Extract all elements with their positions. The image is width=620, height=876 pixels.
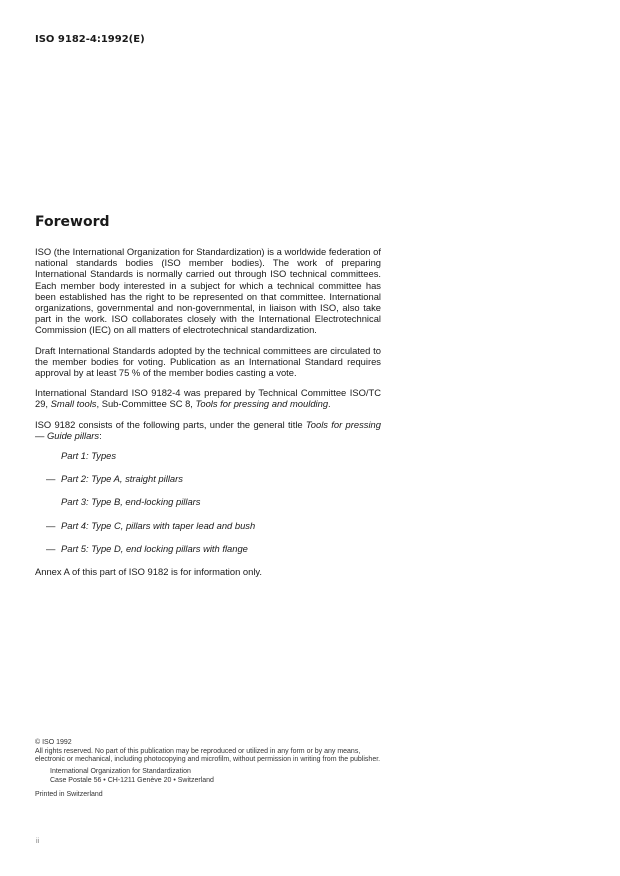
list-item bbox=[35, 473, 381, 484]
list-item bbox=[35, 543, 381, 554]
foreword-paragraph-3 bbox=[35, 387, 381, 409]
copyright-line: © ISO 1992 bbox=[35, 739, 72, 746]
list-item-text: Part 4: Type C, pillars with taper lead and bush bbox=[61, 519, 256, 531]
organization-name: International Organization for Standardization bbox=[50, 768, 191, 776]
para3-subcommittee-title: Tools for pressing and moulding bbox=[195, 398, 329, 410]
document-code: ISO 9182-4:1992(E) bbox=[35, 34, 145, 45]
para4-text-c: : bbox=[99, 429, 102, 441]
list-item-text: Part 2: Type A, straight pillars bbox=[61, 473, 183, 485]
foreword-body bbox=[35, 246, 381, 586]
parts-list bbox=[35, 450, 381, 554]
para3-text-a: International Standard ISO 9182-4 was prepared by Technical Committee ISO/TC 29, bbox=[35, 387, 381, 410]
page-number: ii bbox=[36, 838, 40, 845]
para4-general-title: Tools for pressing — Guide pillars bbox=[35, 418, 381, 441]
para3-text-c: , Sub-Committee SC 8, bbox=[96, 398, 196, 410]
foreword-paragraph-4 bbox=[35, 419, 381, 441]
list-item-text: Part 5: Type D, end locking pillars with flange bbox=[61, 542, 248, 554]
rights-statement: All rights reserved. No part of this publication may be reproduced or utilized in any form or by any means, electronic or mechanical, including photocopying and microfilm, without permission in writing from the publisher. bbox=[35, 747, 381, 764]
foreword-paragraph-1: ISO (the International Organization for Standardization) is a worldwide federation of national standards bodies (ISO member bodies). The work of preparing International Standards is normally carried out through ISO technical committees. Each member body interested in a subject for which a technical committee has been established has the right to be represented on that committee. International organizations, governmental and non-governmental, in liaison with ISO, also take part in the work. ISO collaborates closely with the International Electrotechnical Commission (IEC) on all matters of electrotechnical standardization. bbox=[35, 246, 381, 336]
foreword-paragraph-5: Annex A of this part of ISO 9182 is for information only. bbox=[35, 566, 263, 578]
foreword-title: Foreword bbox=[35, 214, 110, 230]
list-item bbox=[35, 496, 381, 507]
printed-in: Printed in Switzerland bbox=[35, 790, 103, 798]
copyright-footer bbox=[35, 739, 385, 799]
list-dash: — bbox=[46, 473, 56, 485]
list-dash: — bbox=[46, 542, 56, 554]
para4-text-a: ISO 9182 consists of the following parts, under the general title bbox=[35, 418, 306, 430]
list-item-text: Part 3: Type B, end-locking pillars bbox=[61, 496, 201, 508]
para3-text-e: . bbox=[328, 398, 331, 410]
list-dash: — bbox=[46, 519, 56, 531]
list-item bbox=[35, 450, 381, 461]
para3-committee-title: Small tools bbox=[50, 398, 97, 410]
foreword-paragraph-2: Draft International Standards adopted by the technical committees are circulated to the member bodies for voting. Publication as an International Standard requires approval by at least 75 % of the member bodies casting a vote. bbox=[35, 344, 381, 379]
list-item-text: Part 1: Types bbox=[61, 450, 117, 462]
list-item bbox=[35, 520, 381, 531]
organization-address: Case Postale 56 • CH-1211 Genève 20 • Switzerland bbox=[50, 776, 214, 784]
